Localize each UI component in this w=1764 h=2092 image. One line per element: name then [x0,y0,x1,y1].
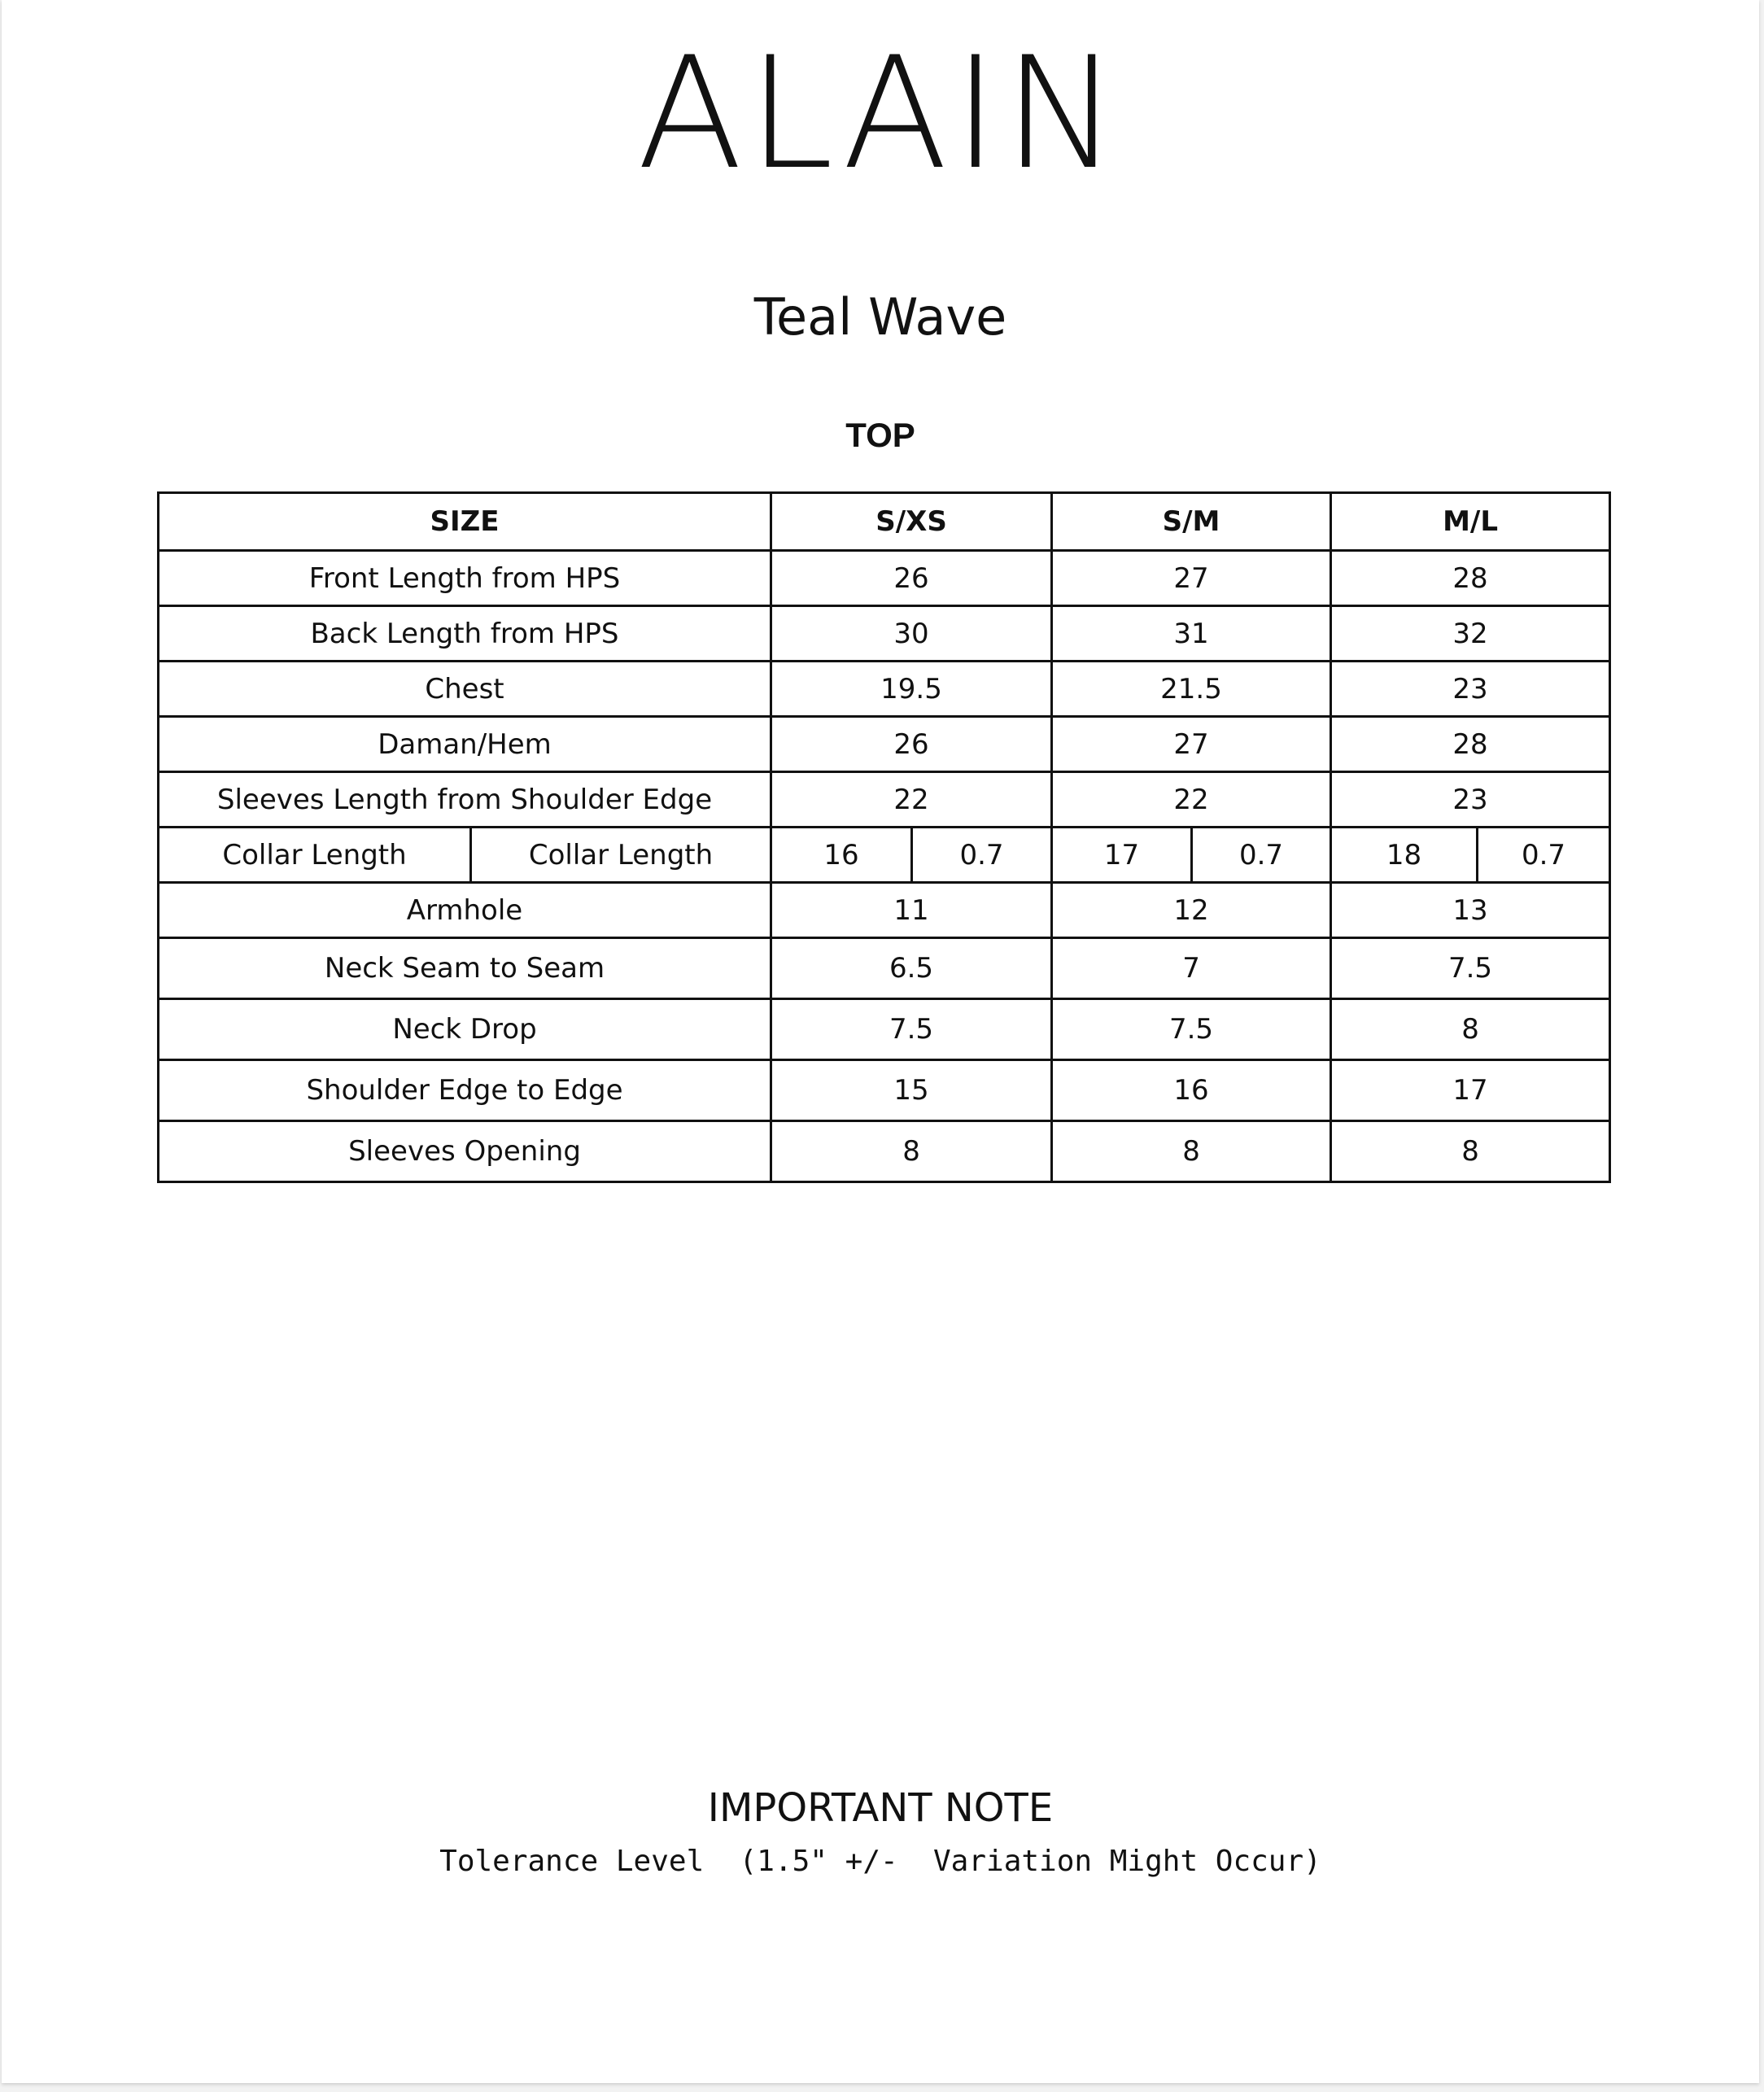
cell-value: 28 [1331,551,1610,606]
row-label: Daman/Hem [159,717,771,772]
cell-value: 6.5 [771,938,1052,999]
row-label: Neck Seam to Seam [159,938,771,999]
row-label: Neck Drop [159,999,771,1060]
row-label: Chest [159,662,771,717]
section-title: TOP [845,416,915,454]
cell-value: 7.5 [771,999,1052,1060]
cell-value: 8 [1331,999,1610,1060]
row-label: Collar Length [159,828,471,883]
row-label: Armhole [159,883,771,938]
table-row [159,662,1610,717]
header-size: M/L [1331,493,1610,551]
brand-logo: ALAIN [636,24,1124,203]
cell-value: 13 [1331,883,1610,938]
cell-value: 16 [771,828,912,883]
table-header-row [159,493,1610,551]
cell-value: 26 [771,717,1052,772]
cell-value: 27 [1052,717,1331,772]
cell-value: 8 [1331,1121,1610,1182]
cell-value: 27 [1052,551,1331,606]
cell-value: 32 [1331,606,1610,662]
table-row [159,1060,1610,1121]
cell-value: 0.7 [1192,828,1331,883]
table-row [159,772,1610,828]
cell-value: 7.5 [1052,999,1331,1060]
cell-value: 0.7 [912,828,1052,883]
collar-row [159,828,1610,883]
important-note-title: IMPORTANT NOTE [707,1785,1054,1831]
tolerance-note: Tolerance Level (1.5" +/- Variation Might Occur) [439,1845,1321,1878]
row-label: Front Length from HPS [159,551,771,606]
table-row [159,551,1610,606]
cell-value: 8 [1052,1121,1331,1182]
row-label: Sleeves Length from Shoulder Edge [159,772,771,828]
table-row [159,717,1610,772]
cell-value: 17 [1331,1060,1610,1121]
cell-value: 31 [1052,606,1331,662]
row-label: Back Length from HPS [159,606,771,662]
cell-value: 22 [771,772,1052,828]
row-label: Collar Length [471,828,771,883]
cell-value: 7 [1052,938,1331,999]
cell-value: 7.5 [1331,938,1610,999]
table-row [159,938,1610,999]
size-chart-page [2,0,1759,2083]
header-size: S/XS [771,493,1052,551]
cell-value: 21.5 [1052,662,1331,717]
row-label: Shoulder Edge to Edge [159,1060,771,1121]
table-row [159,883,1610,938]
size-table [157,491,1611,1183]
cell-value: 15 [771,1060,1052,1121]
cell-value: 18 [1331,828,1478,883]
table-row [159,999,1610,1060]
cell-value: 28 [1331,717,1610,772]
cell-value: 12 [1052,883,1331,938]
cell-value: 23 [1331,772,1610,828]
row-label: Sleeves Opening [159,1121,771,1182]
cell-value: 30 [771,606,1052,662]
table-row [159,606,1610,662]
cell-value: 11 [771,883,1052,938]
cell-value: 19.5 [771,662,1052,717]
cell-value: 26 [771,551,1052,606]
cell-value: 22 [1052,772,1331,828]
cell-value: 0.7 [1478,828,1610,883]
table-row [159,1121,1610,1182]
header-size: S/M [1052,493,1331,551]
cell-value: 16 [1052,1060,1331,1121]
cell-value: 17 [1052,828,1192,883]
header-size-label: SIZE [159,493,771,551]
product-name: Teal Wave [753,287,1007,347]
cell-value: 8 [771,1121,1052,1182]
cell-value: 23 [1331,662,1610,717]
